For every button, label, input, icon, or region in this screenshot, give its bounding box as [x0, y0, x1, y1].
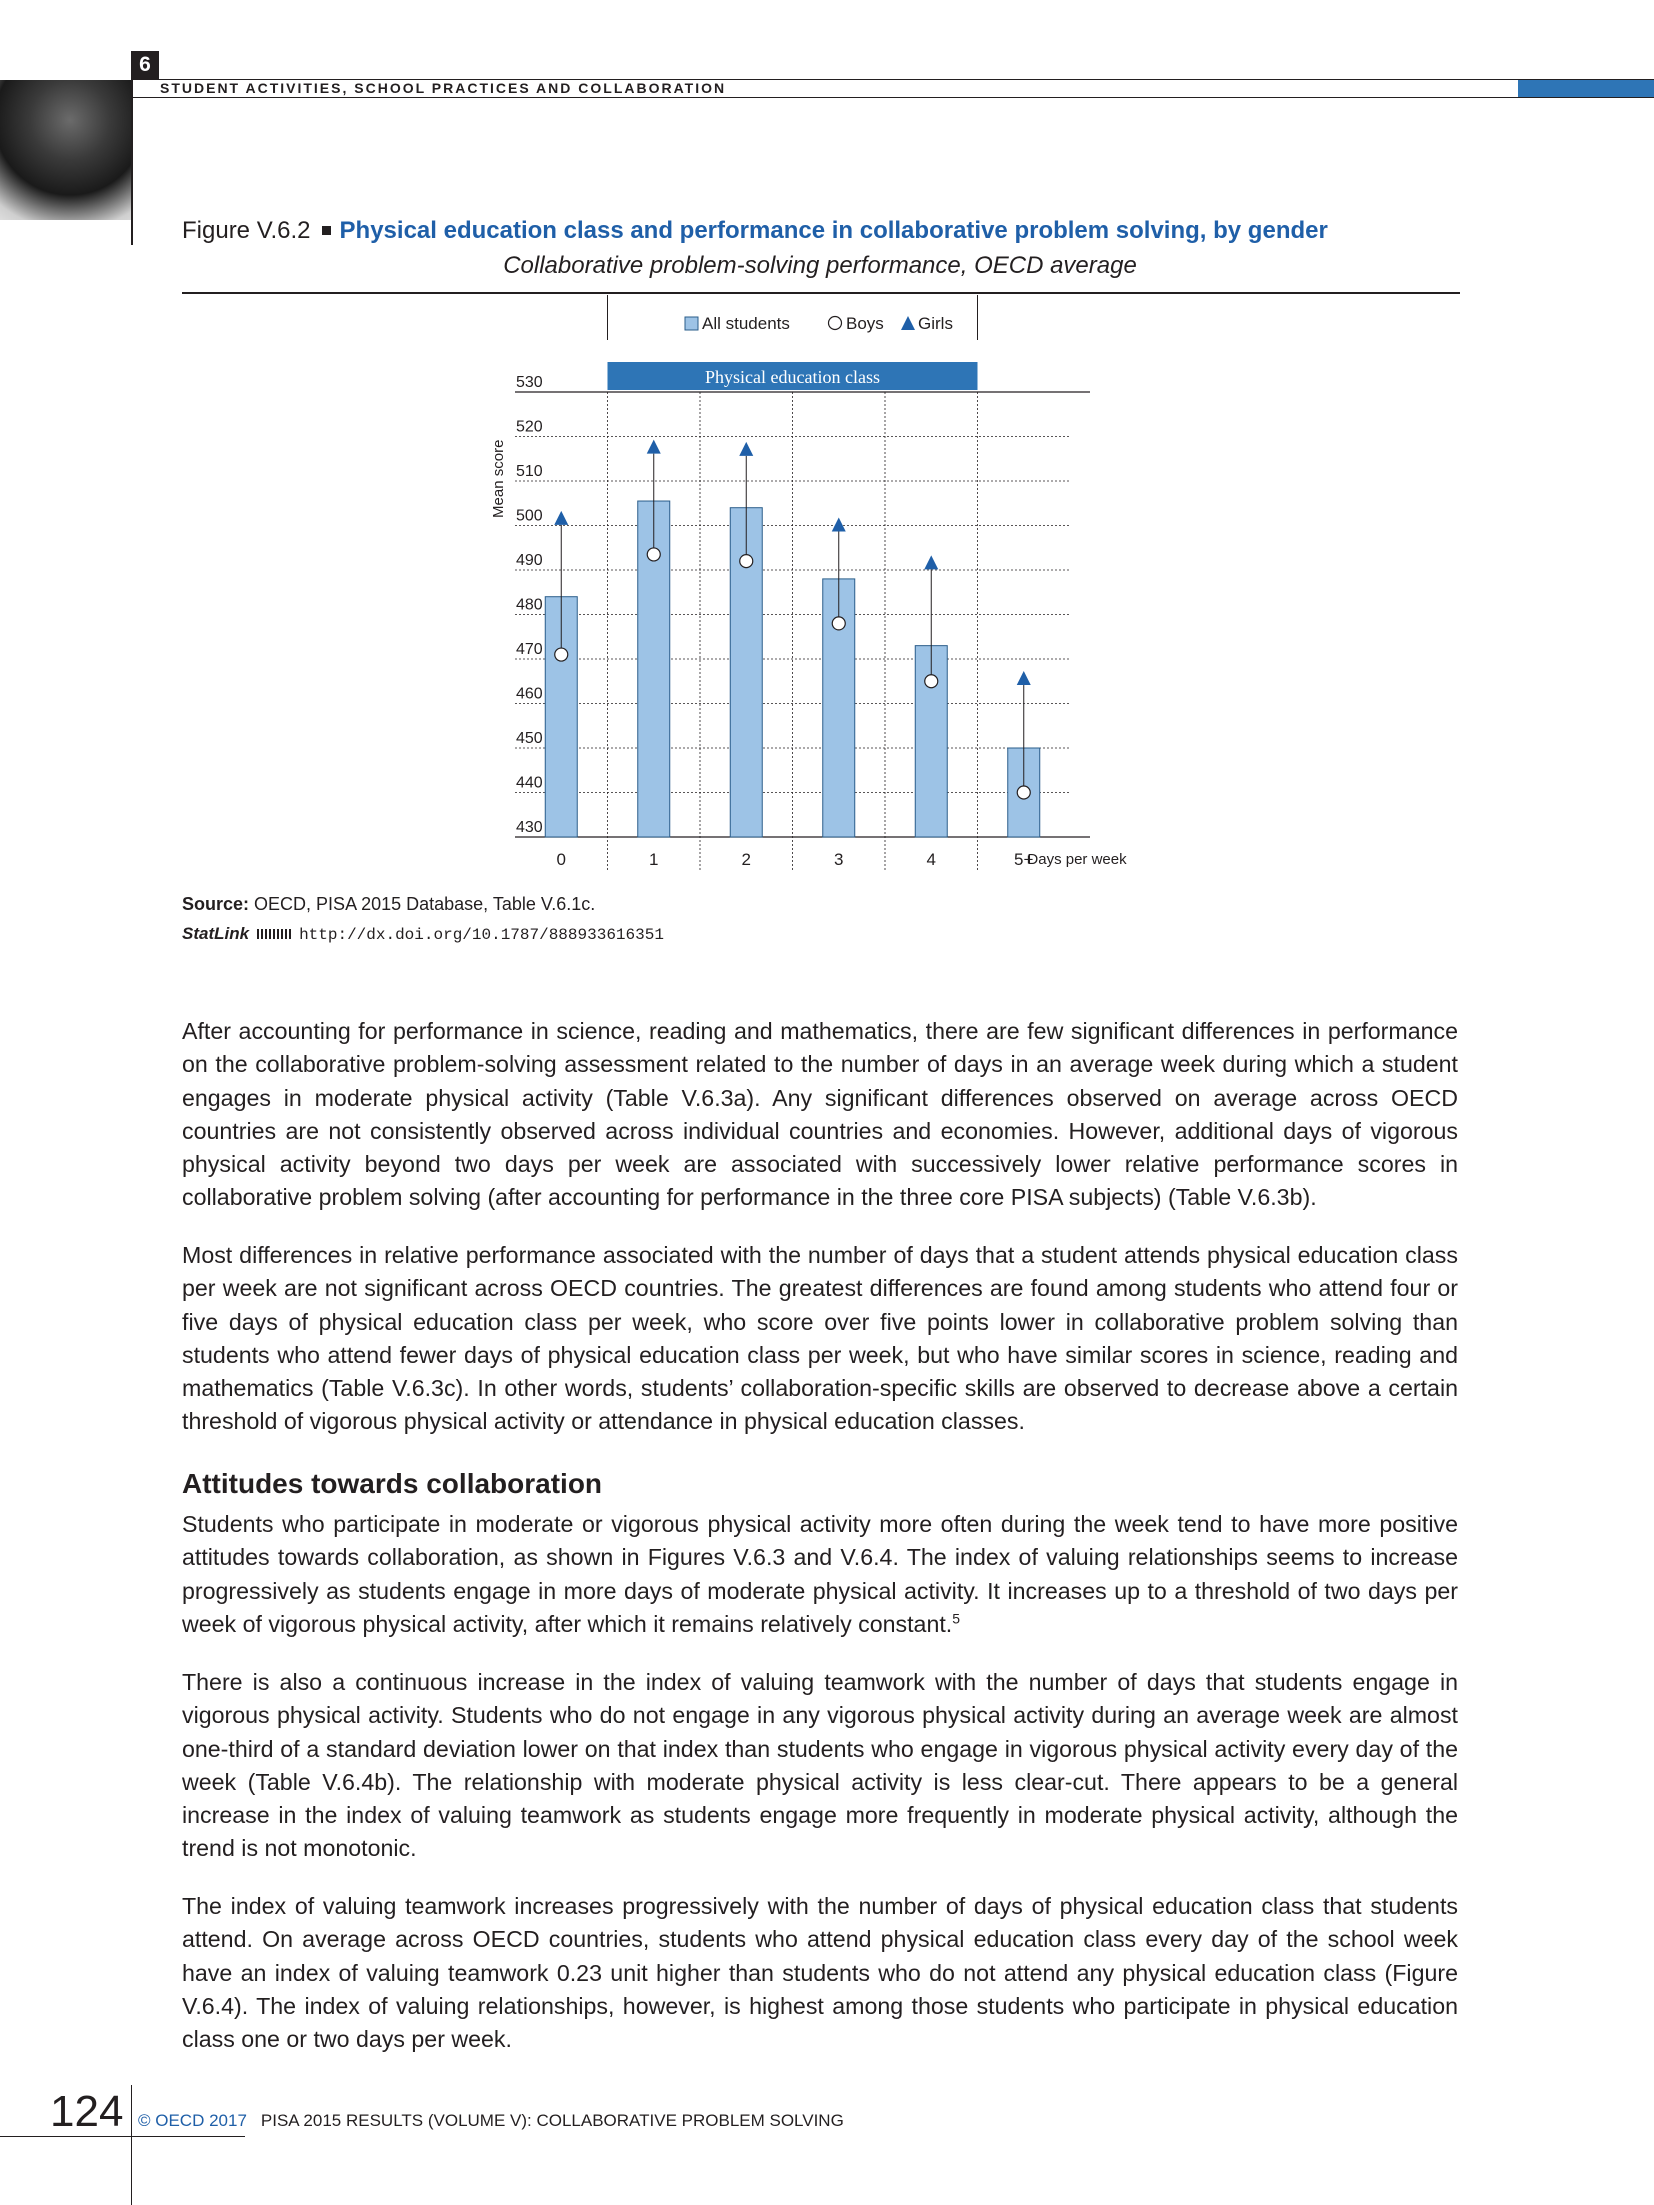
legend-label-boys: Boys — [846, 314, 884, 333]
y-tick-label: 470 — [516, 641, 543, 658]
body-paragraph-2: Most differences in relative performance associated with the number of days that a student attends physical education class per week are not significant across OECD countries. The greatest differences are found among students who attend four or five days of physical education class per week, who score over five points lower in collaborative problem solving than students who attend fewer days of physical education class per week, but who have similar scores in science, reading and mathematics (Table V.6.3c). In other words, students’ collaboration-specific skills are observed to decrease above a certain threshold of vigorous physical activity or attendance in physical education classes. — [182, 1242, 1458, 1435]
body-paragraph-3 — [182, 1508, 1458, 1641]
chart-title: Physical education class — [705, 367, 880, 387]
marker-girls — [647, 440, 661, 454]
figure-subtitle: Collaborative problem-solving performance, OECD average — [503, 252, 1137, 279]
x-tick-label: 1 — [649, 850, 659, 869]
x-tick-label: 4 — [926, 850, 936, 869]
statlink-url[interactable]: http://dx.doi.org/10.1787/888933616351 — [299, 926, 664, 944]
chapter-title: STUDENT ACTIVITIES, SCHOOL PRACTICES AND COLLABORATION — [160, 80, 727, 96]
y-tick-label: 450 — [516, 730, 543, 747]
footer-publication: PISA 2015 RESULTS (VOLUME V): COLLABORATIVE PROBLEM SOLVING — [260, 2111, 844, 2130]
chapter-photo — [0, 80, 131, 220]
endnote-marker[interactable]: 5 — [952, 1610, 961, 1627]
statlink-barcode-icon — [257, 929, 291, 939]
footer-vertical-rule — [131, 2085, 132, 2205]
figure-rule — [182, 292, 1460, 294]
figure-title: Physical education class and performance in collaborative problem solving, by gender — [339, 217, 1328, 244]
figure-statlink — [182, 922, 664, 947]
statlink-label: StatLink — [182, 924, 250, 943]
marker-boys — [925, 675, 938, 688]
y-tick-label: 440 — [516, 774, 543, 792]
footer-copyright: © OECD 2017 — [138, 2111, 247, 2130]
header-rule-bottom — [131, 97, 1654, 98]
marker-girls — [1017, 671, 1031, 685]
y-axis-title: Mean score — [490, 439, 507, 518]
marker-girls — [739, 442, 753, 456]
header-vertical-rule — [131, 80, 133, 245]
section-heading: Attitudes towards collaboration — [182, 1468, 603, 1499]
y-tick-label: 460 — [516, 685, 543, 703]
y-tick-label: 520 — [516, 418, 543, 436]
body-paragraph-1: After accounting for performance in science, reading and mathematics, there are few significant differences in performance on the collaborative problem-solving assessment related to the number of days in an average week during which a student engages in moderate physical activity (Table V.6.3a). Any significant differences observed on average across OECD countries are not consistently observed across individual countries and economies. However, additional days of vigorous physical activity beyond two days per week are associated with successively lower relative performance scores in collaborative problem solving (after accounting for performance in the three core PISA subjects) (Table V.6.3b). — [182, 1018, 1458, 1211]
marker-boys — [832, 617, 845, 630]
y-tick-label: 480 — [516, 596, 543, 614]
figure-caption — [182, 215, 1458, 247]
y-tick-label: 430 — [516, 819, 543, 836]
marker-boys — [740, 555, 753, 568]
legend-label-girls: Girls — [918, 314, 953, 333]
chart-legend — [685, 314, 953, 333]
marker-boys — [647, 548, 660, 561]
body-paragraph-5: The index of valuing teamwork increases progressively with the number of days of physical education class that students attend. On average across OECD countries, students who attend physical education class every day of the school week have an index of valuing teamwork 0.23 unit higher than students who do not attend any physical education class (Figure V.6.4). The index of valuing relationships, however, is highest among those students who participate in physical education class one or two days per week. — [182, 1893, 1458, 2053]
legend-swatch-all-students — [685, 317, 698, 330]
footer-text — [138, 2110, 844, 2132]
header-accent-bar — [1518, 80, 1654, 97]
x-tick-label: 0 — [556, 850, 566, 869]
bar-chart — [470, 295, 1200, 875]
y-tick-label: 510 — [516, 463, 543, 480]
legend-label-all-students: All students — [702, 314, 790, 333]
legend-swatch-girls — [901, 316, 915, 330]
legend-swatch-boys — [829, 317, 842, 330]
y-tick-label: 530 — [516, 374, 543, 391]
marker-girls — [924, 555, 938, 569]
y-tick-label: 490 — [516, 552, 543, 569]
chapter-number: 6 — [131, 51, 159, 79]
x-tick-label: 5+ — [1014, 850, 1034, 869]
figure-source — [182, 892, 595, 916]
figure-label: Figure V.6.2 — [182, 217, 311, 244]
marker-boys — [1017, 786, 1030, 799]
caption-bullet — [322, 226, 331, 235]
body-paragraph-4: There is also a continuous increase in the index of valuing teamwork with the number of days that students engage in vigorous physical activity. Students who do not engage in any vigorous physical activity during an average week are almost one-third of a standard deviation lower on that index than students who engage in vigorous physical activity every day of the week (Table V.6.4b). The relationship with moderate physical activity is less clear-cut. There appears to be a general increase in the index of valuing teamwork as students engage more frequently in moderate physical activity, although the trend is not monotonic. — [182, 1669, 1458, 1862]
marker-girls — [554, 511, 568, 525]
marker-girls — [832, 518, 846, 532]
x-axis-title: Days per week — [1027, 851, 1127, 868]
y-tick-label: 500 — [516, 507, 543, 525]
x-tick-label: 3 — [834, 850, 844, 869]
page-number: 124 — [50, 2087, 124, 2136]
paragraph-3-text: Students who participate in moderate or vigorous physical activity more often during the week tend to have more positive attitudes towards collaboration, as shown in Figures V.6.3 and V.6.4. The index of valuing relationships seems to increase progressively as students engage in more days of moderate physical activity. It increases up to a threshold of two days per week of vigorous physical activity, after which it remains relatively constant. — [182, 1511, 1458, 1637]
x-tick-label: 2 — [741, 850, 751, 869]
source-text: OECD, PISA 2015 Database, Table V.6.1c. — [254, 894, 596, 914]
marker-boys — [555, 648, 568, 661]
source-label: Source: — [182, 894, 250, 914]
